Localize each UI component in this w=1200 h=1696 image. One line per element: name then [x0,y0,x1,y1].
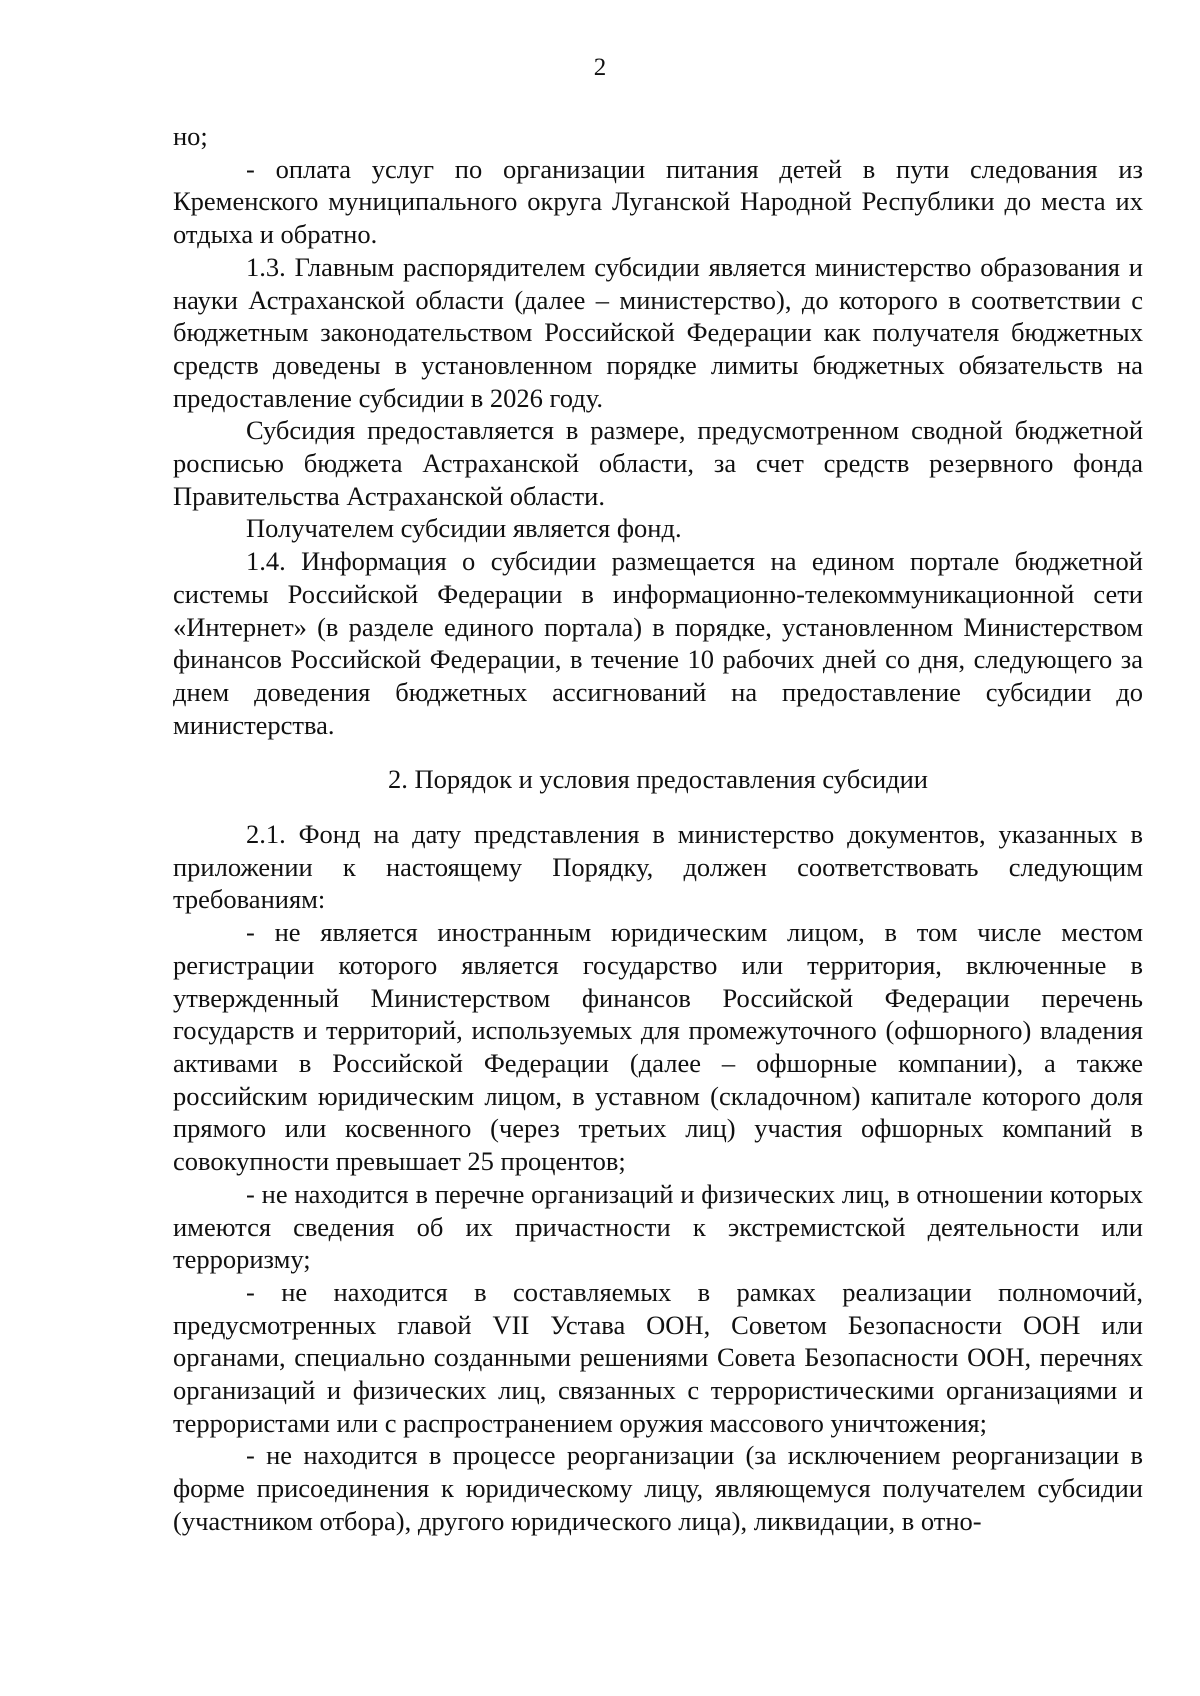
paragraph-req-foreign-entity: - не является иностранным юридическим лицом, в том числе местом регистрации которого является государство или территория, включенные в утвержденный Министерством финансов Российской Федерации перечень государств и территорий, используемых для промежуточного (офшорного) владения активами в Российской Федерации (далее – офшорные компании), а также российским юридическим лицом, в уставном (складочном) капитале которого доля прямого или косвенного (через третьих лиц) участия офшорных компаний в совокупности превышает 25 процентов; [173,917,1143,1177]
paragraph-continuation: но; [173,121,208,151]
paragraph-2-1: 2.1. Фонд на дату представления в министерство документов, указанных в приложении к настоящему Порядку, должен соответствовать следующим требованиям: [173,819,1143,915]
paragraph-1-4: 1.4. Информация о субсидии размещается на едином портале бюджетной системы Российской Федерации в информационно-телекоммуникационной сети «Интернет» (в разделе единого портала) в порядке, установленном Министерством финансов Российской Федерации, в течение 10 рабочих дней со дня, следующего за днем доведения бюджетных ассигнований на предоставление субсидии до министерства. [173,546,1143,740]
document-body [173,120,1143,1538]
paragraph-recipient: Получателем субсидии является фонд. [246,513,682,544]
section-heading: 2. Порядок и условия предоставления субсидии [388,764,928,795]
page-number: 2 [593,54,607,81]
paragraph-req-un-lists: - не находится в составляемых в рамках реализации полномочий, предусмотренных главой VII Устава ООН, Советом Безопасности ООН или органами, специально созданными решениями Совета Безопасности ООН, перечнях организаций и физических лиц, связанных с террористическими организациями и террористами или с распространением оружия массового уничтожения; [173,1276,1143,1438]
paragraph-req-reorganization: - не находится в процессе реорганизации (за исключением реорганизации в форме присоединения к юридическому лицу, являющемуся получателем субсидии (участником отбора), другого юридического лица), ликвидации, в отно- [173,1440,1143,1536]
paragraph-req-extremism-list: - не находится в перечне организаций и физических лиц, в отношении которых имеются сведения об их причастности к экстремистской деятельности или терроризму; [173,1178,1143,1275]
paragraph-subsidy-amount: Субсидия предоставляется в размере, предусмотренном сводной бюджетной росписью бюджета Астраханской области, за счет средств резервного фонда Правительства Астраханской области. [173,415,1143,511]
paragraph-meal-payment: - оплата услуг по организации питания детей в пути следования из Кременского муниципального округа Луганской Народной Республики до места их отдыха и обратно. [173,153,1143,250]
paragraph-1-3: 1.3. Главным распорядителем субсидии является министерство образования и науки Астраханской области (далее – министерство), до которого в соответствии с бюджетным законодательством Российской Федерации как получателя бюджетных средств доведены в установленном порядке лимиты бюджетных обязательств на предоставление субсидии в 2026 году. [173,251,1143,413]
